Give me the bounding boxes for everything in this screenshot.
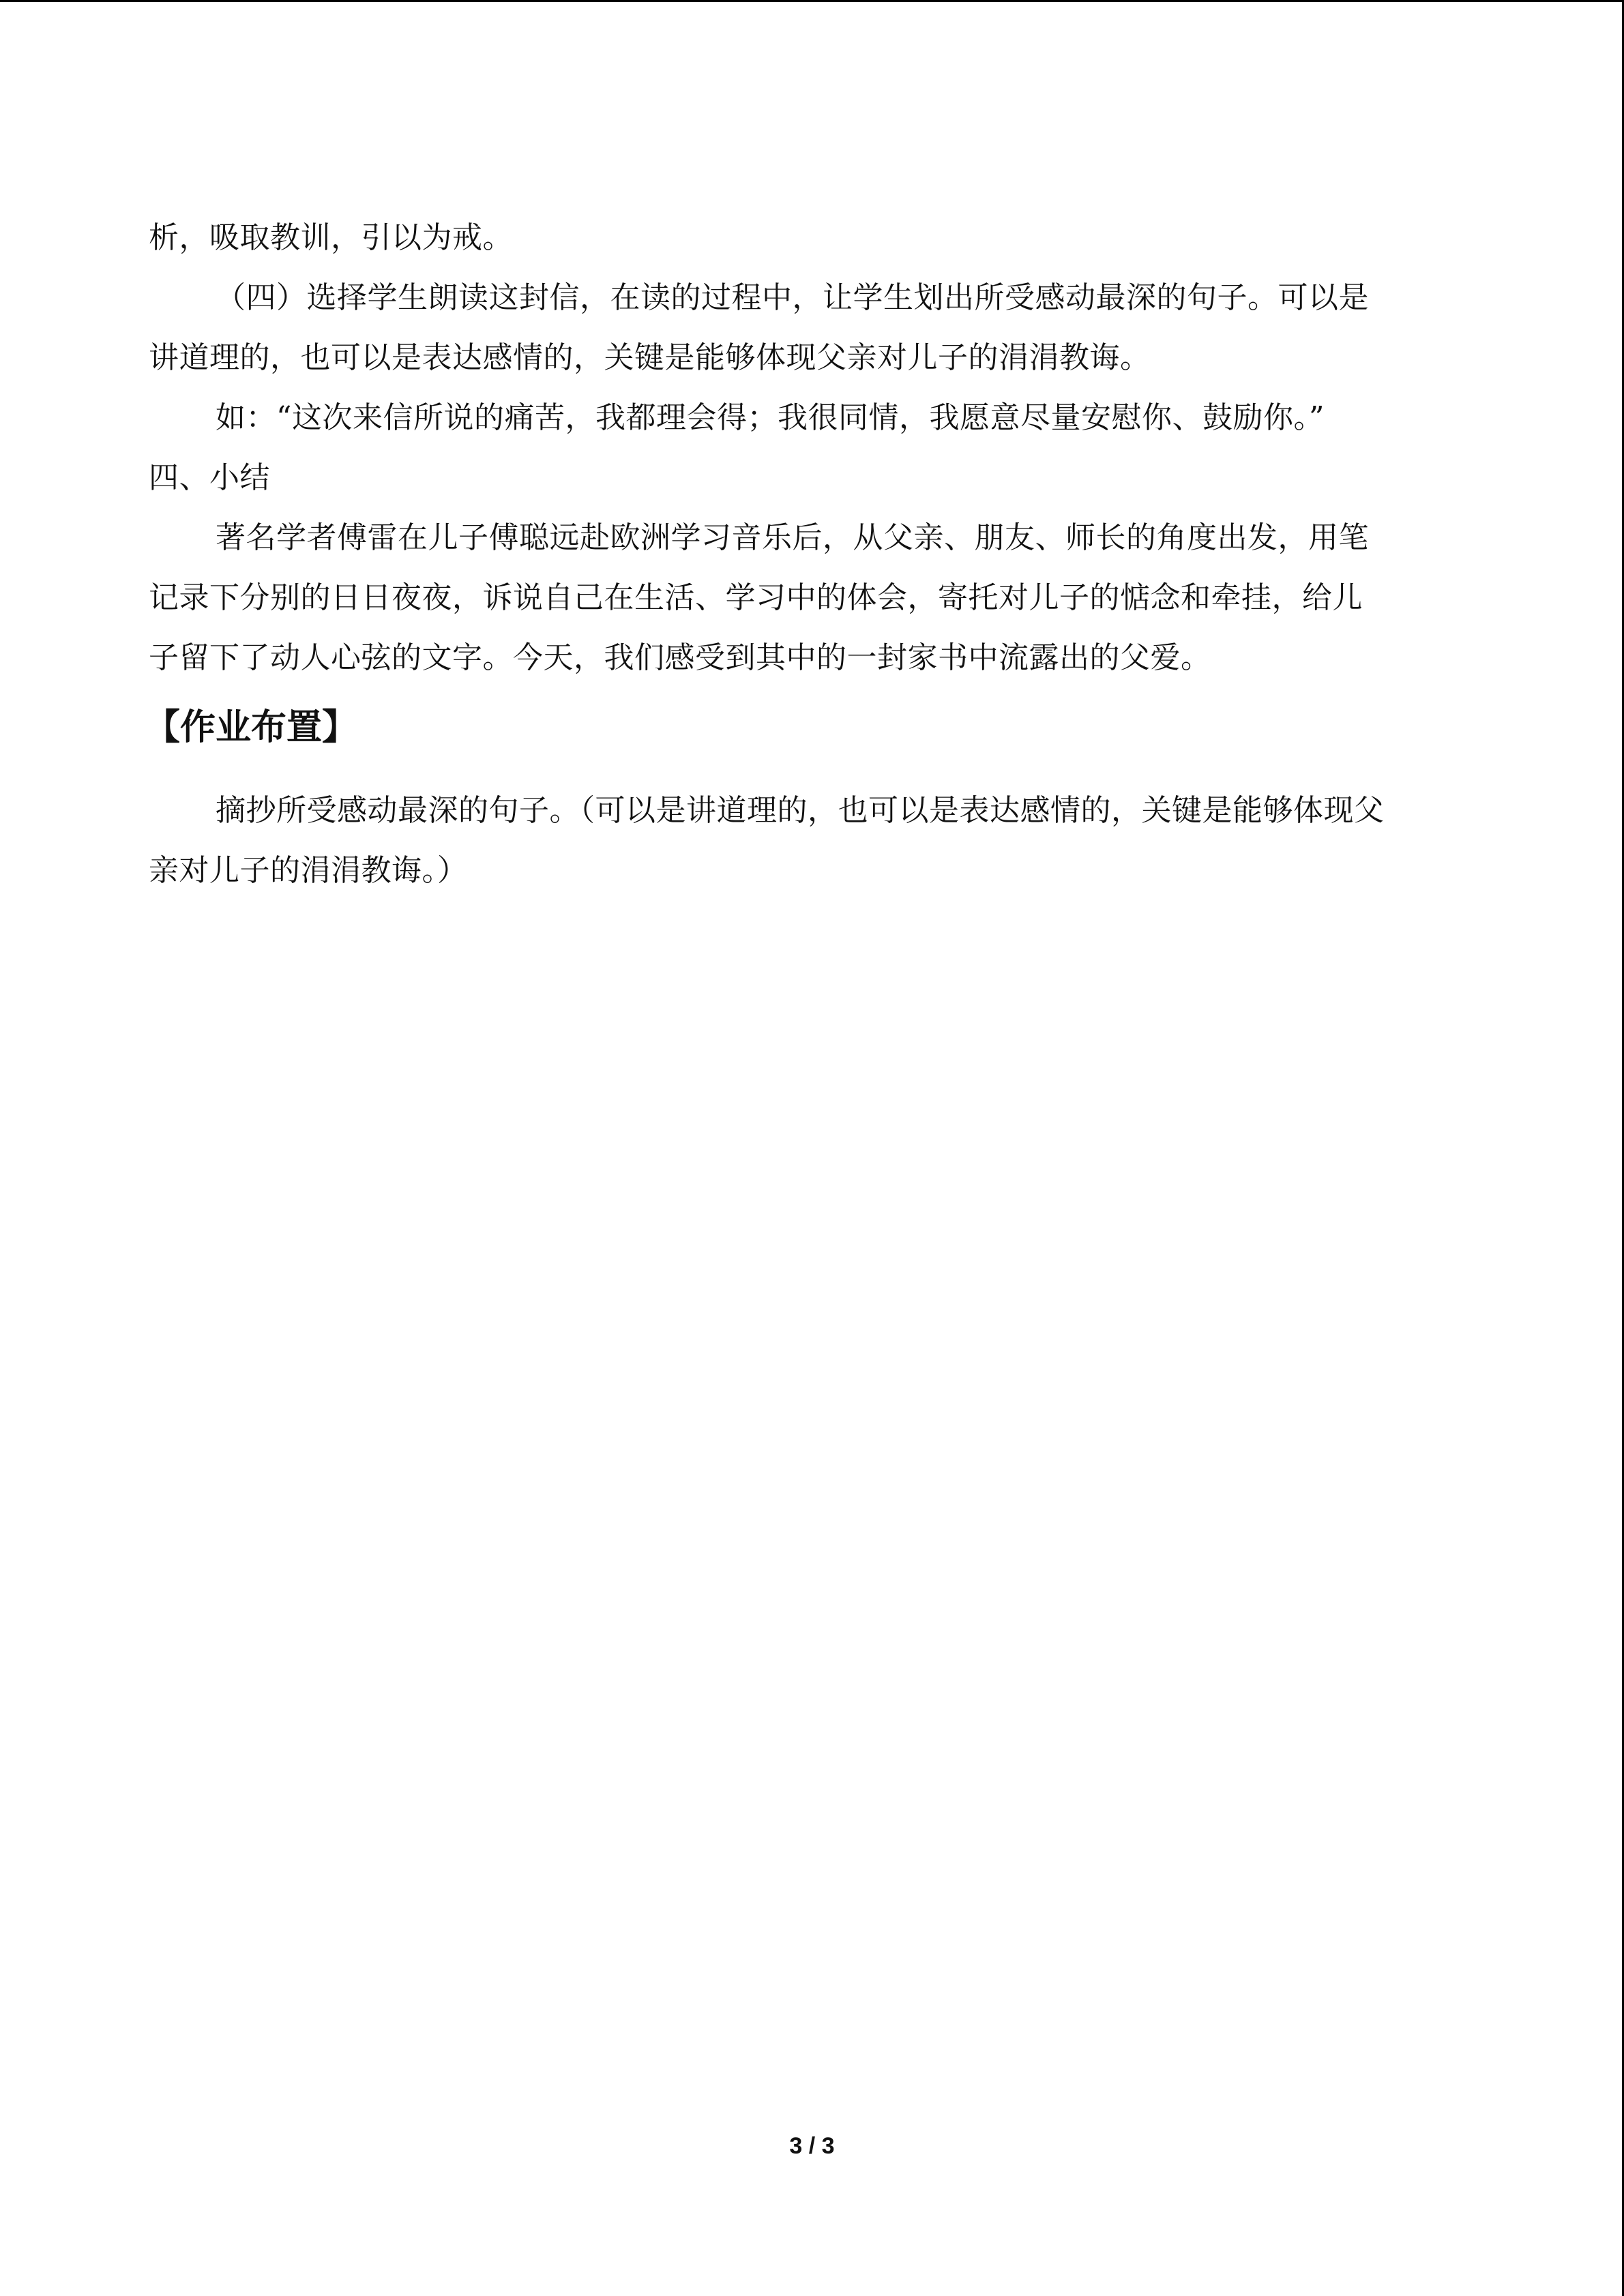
- homework-heading: 【作业布置】: [145, 707, 358, 748]
- homework-line: 摘抄所受感动最深的句子。（可以是讲道理的，也可以是表达感情的，关键是能够体现父: [216, 793, 1385, 828]
- section-title: 四、小结: [149, 460, 270, 495]
- paragraph-line: 子留下了动人心弦的文字。今天，我们感受到其中的一封家书中流露出的父爱。: [149, 640, 1211, 675]
- paragraph-line: 记录下分别的日日夜夜，诉说自己在生活、学习中的体会，寄托对儿子的惦念和牵挂，给儿: [149, 580, 1363, 615]
- paragraph-line: 著名学者傅雷在儿子傅聪远赴欧洲学习音乐后，从父亲、朋友、师长的角度出发，用笔: [216, 520, 1369, 555]
- paragraph-line: 析，吸取教训，引以为戒。: [149, 220, 513, 255]
- page-number: 3 / 3: [789, 2133, 835, 2159]
- homework-line: 亲对儿子的涓涓教诲。）: [149, 853, 468, 888]
- document-body: [145, 208, 1475, 901]
- paragraph-line: 讲道理的，也可以是表达感情的，关键是能够体现父亲对儿子的涓涓教诲。: [149, 340, 1151, 375]
- quote-line: 如：“这次来信所说的痛苦，我都理会得；我很同情，我愿意尽量安慰你、鼓励你。”: [216, 400, 1325, 435]
- paragraph-line: （四）选择学生朗读这封信，在读的过程中，让学生划出所受感动最深的句子。可以是: [216, 280, 1369, 315]
